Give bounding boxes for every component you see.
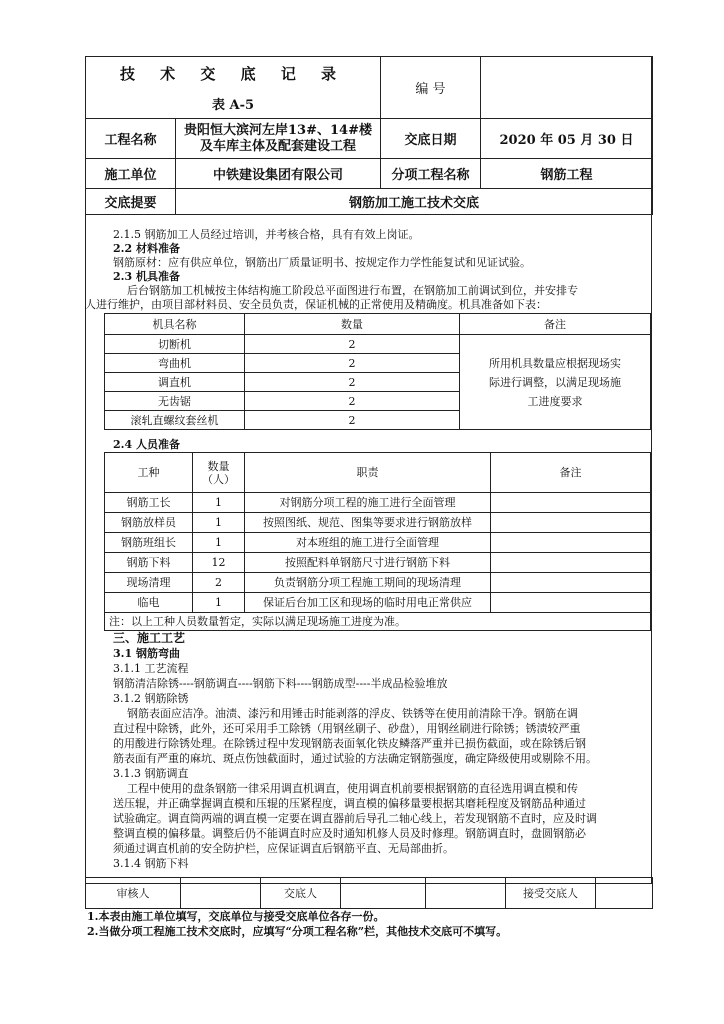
staff-duty: 按照配料单钢筋尺寸进行钢筋下料 bbox=[245, 553, 491, 573]
project-name-label: 工程名称 bbox=[86, 119, 176, 159]
machines-header-qty: 数量 bbox=[245, 314, 460, 335]
staff-duty: 按照图纸、规范、图集等要求进行钢筋放样 bbox=[245, 513, 491, 533]
text-23a: 后台钢筋加工机械按主体结构施工阶段总平面图进行布置，在钢筋加工前调试到位，并安排专 bbox=[127, 284, 578, 297]
page-title: 技 术 交 底 记 录 bbox=[119, 64, 347, 83]
staff-note bbox=[491, 593, 651, 613]
staff-type: 钢筋工长 bbox=[105, 493, 193, 513]
subproject-value: 钢筋工程 bbox=[481, 159, 653, 189]
title-cell bbox=[86, 57, 381, 119]
text-22: 钢筋原材：应有供应单位，钢筋出厂质量证明书、按规定作力学性能复试和见证试验。 bbox=[113, 256, 531, 269]
rust-line: 直过程中除锈，此外，还可采用手工除锈（用钢丝刷子、砂盘），用钢丝刷进行除锈；锈渍较严重 bbox=[113, 722, 581, 735]
staff-duty: 对钢筋分项工程的施工进行全面管理 bbox=[245, 493, 491, 513]
machines-note-line: 际进行调整，以满足现场施 bbox=[489, 375, 621, 389]
date-value: 2020 年 05 月 30 日 bbox=[481, 119, 653, 159]
staff-qty: 1 bbox=[193, 533, 245, 553]
staff-table bbox=[104, 452, 651, 631]
text-215: 2.1.5 钢筋加工人员经过培训，并考核合格，具有有效上岗证。 bbox=[113, 228, 420, 241]
header-table bbox=[85, 56, 653, 215]
staff-type: 现场清理 bbox=[105, 573, 193, 593]
staff-qty: 1 bbox=[193, 593, 245, 613]
staff-note bbox=[491, 553, 651, 573]
staff-note bbox=[491, 493, 651, 513]
number-value bbox=[481, 57, 653, 119]
heading-24: 2.4 人员准备 bbox=[113, 438, 180, 451]
staff-qty: 1 bbox=[193, 493, 245, 513]
footer-note-1: 1.本表由施工单位填写，交底单位与接受交底单位各存一份。 bbox=[87, 910, 385, 923]
machines-header-note: 备注 bbox=[460, 314, 651, 335]
text-23b: 人进行维护，由项目部材料员、安全员负责，保证机械的正常使用及精确度。机具准备如下表： bbox=[85, 298, 547, 311]
staff-header-type: 工种 bbox=[105, 453, 193, 493]
machines-note-line: 工进度要求 bbox=[527, 394, 583, 408]
footer-note-2: 2.当做分项工程施工技术交底时，应填写“分项工程名称”栏，其他技术交底可不填写。 bbox=[87, 925, 508, 938]
rust-line: 筋表面有严重的麻坑、斑点伤蚀截面时，通过试验的方法确定钢筋强度，确定降级使用或剔除不用。 bbox=[113, 752, 597, 765]
heading-23: 2.3 机具准备 bbox=[113, 270, 180, 283]
text-314: 3.1.4 钢筋下料 bbox=[113, 857, 189, 870]
project-name: 贵阳恒大滨河左岸13#、14#楼及车库主体及配套建设工程 bbox=[176, 119, 381, 159]
machines-header-name: 机具名称 bbox=[105, 314, 245, 335]
unit-value: 中铁建设集团有限公司 bbox=[176, 159, 381, 189]
staff-header-qty-line: 数量 bbox=[207, 459, 230, 473]
reviewer-label: 审核人 bbox=[86, 878, 181, 909]
discloser-spacer bbox=[426, 878, 506, 909]
text-311: 3.1.1 工艺流程 bbox=[113, 662, 189, 675]
unit-label: 施工单位 bbox=[86, 159, 176, 189]
receiver-label: 接受交底人 bbox=[506, 878, 596, 909]
signature-table bbox=[85, 877, 653, 909]
staff-duty: 负责钢筋分项工程施工期间的现场清理 bbox=[245, 573, 491, 593]
form-number: 表 A-5 bbox=[211, 97, 255, 113]
staff-duty: 对本班组的施工进行全面管理 bbox=[245, 533, 491, 553]
number-label: 编 号 bbox=[381, 57, 481, 119]
heading-31: 3.1 钢筋弯曲 bbox=[113, 647, 180, 660]
machine-name: 弯曲机 bbox=[105, 354, 245, 373]
machine-name: 切断机 bbox=[105, 335, 245, 354]
summary-value: 钢筋加工施工技术交底 bbox=[176, 189, 653, 215]
text-313: 3.1.3 钢筋调直 bbox=[113, 767, 189, 780]
staff-qty: 2 bbox=[193, 573, 245, 593]
staff-type: 钢筋下料 bbox=[105, 553, 193, 573]
summary-label: 交底提要 bbox=[86, 189, 176, 215]
machines-note-line: 所用机具数量应根据现场实 bbox=[489, 356, 621, 370]
staff-note bbox=[491, 533, 651, 553]
discloser-value bbox=[341, 878, 426, 909]
date-label: 交底日期 bbox=[381, 119, 481, 159]
machines-table bbox=[104, 313, 651, 430]
subproject-label: 分项工程名称 bbox=[381, 159, 481, 189]
straight-line: 工程中使用的盘条钢筋一律采用调直机调直，使用调直机前要根据钢筋的直径选用调直模和传 bbox=[127, 782, 578, 795]
straight-line: 整调直模的偏移量。调整后仍不能调直时应及时通知机修人员及时修理。钢筋调直时，盘圆钢筋必 bbox=[113, 827, 586, 840]
straight-line: 送压辊，并正确掌握调直模和压辊的压紧程度，调直模的偏移量要根据其磨耗程度及钢筋品种通过 bbox=[113, 797, 586, 810]
footer-notes bbox=[87, 909, 507, 939]
text-flow: 钢筋清洁除锈----钢筋调直----钢筋下料----钢筋成型----半成品检验堆放 bbox=[113, 677, 448, 690]
staff-type: 临电 bbox=[105, 593, 193, 613]
staff-type: 钢筋班组长 bbox=[105, 533, 193, 553]
receiver-value bbox=[596, 878, 653, 909]
staff-header-duty: 职责 bbox=[245, 453, 491, 493]
staff-qty: 12 bbox=[193, 553, 245, 573]
reviewer-value bbox=[181, 878, 261, 909]
straight-line: 须通过调直机前的安全防护栏，应保证调直后钢筋平直、无局部曲折。 bbox=[113, 842, 454, 855]
staff-duty: 保证后台加工区和现场的临时用电正常供应 bbox=[245, 593, 491, 613]
machine-qty: 2 bbox=[245, 392, 460, 411]
rust-line: 的用酸进行除锈处理。在除锈过程中发现钢筋表面氧化铁皮鳞落严重并已损伤截面，或在除锈后钢 bbox=[113, 737, 586, 750]
staff-note bbox=[491, 573, 651, 593]
machine-name: 无齿锯 bbox=[105, 392, 245, 411]
machine-qty: 2 bbox=[245, 411, 460, 430]
staff-type: 钢筋放样员 bbox=[105, 513, 193, 533]
machines-note bbox=[460, 335, 651, 430]
staff-header-note: 备注 bbox=[491, 453, 651, 493]
text-312: 3.1.2 钢筋除锈 bbox=[113, 692, 189, 705]
machine-name: 滚轧直螺纹套丝机 bbox=[105, 411, 245, 430]
content-body bbox=[85, 212, 652, 870]
rust-line: 钢筋表面应洁净。油渍、漆污和用锤击时能剥落的浮皮、铁锈等在使用前清除干净。钢筋在调 bbox=[127, 707, 578, 720]
straight-line: 试验确定。调直筒两端的调直模一定要在调直器前后导孔二轴心线上，若发现钢筋不直时，应及时调 bbox=[113, 812, 597, 825]
discloser-label: 交底人 bbox=[261, 878, 341, 909]
machine-name: 调直机 bbox=[105, 373, 245, 392]
staff-qty: 1 bbox=[193, 513, 245, 533]
staff-header-qty-unit: （人） bbox=[202, 472, 235, 486]
machine-qty: 2 bbox=[245, 335, 460, 354]
staff-header-qty bbox=[193, 453, 245, 493]
staff-note bbox=[491, 513, 651, 533]
machine-qty: 2 bbox=[245, 373, 460, 392]
heading-22: 2.2 材料准备 bbox=[113, 242, 180, 255]
machine-qty: 2 bbox=[245, 354, 460, 373]
heading-3: 三、施工工艺 bbox=[113, 631, 186, 645]
staff-note-row: 注：以上工种人员数量暂定，实际以满足现场施工进度为准。 bbox=[105, 613, 651, 631]
